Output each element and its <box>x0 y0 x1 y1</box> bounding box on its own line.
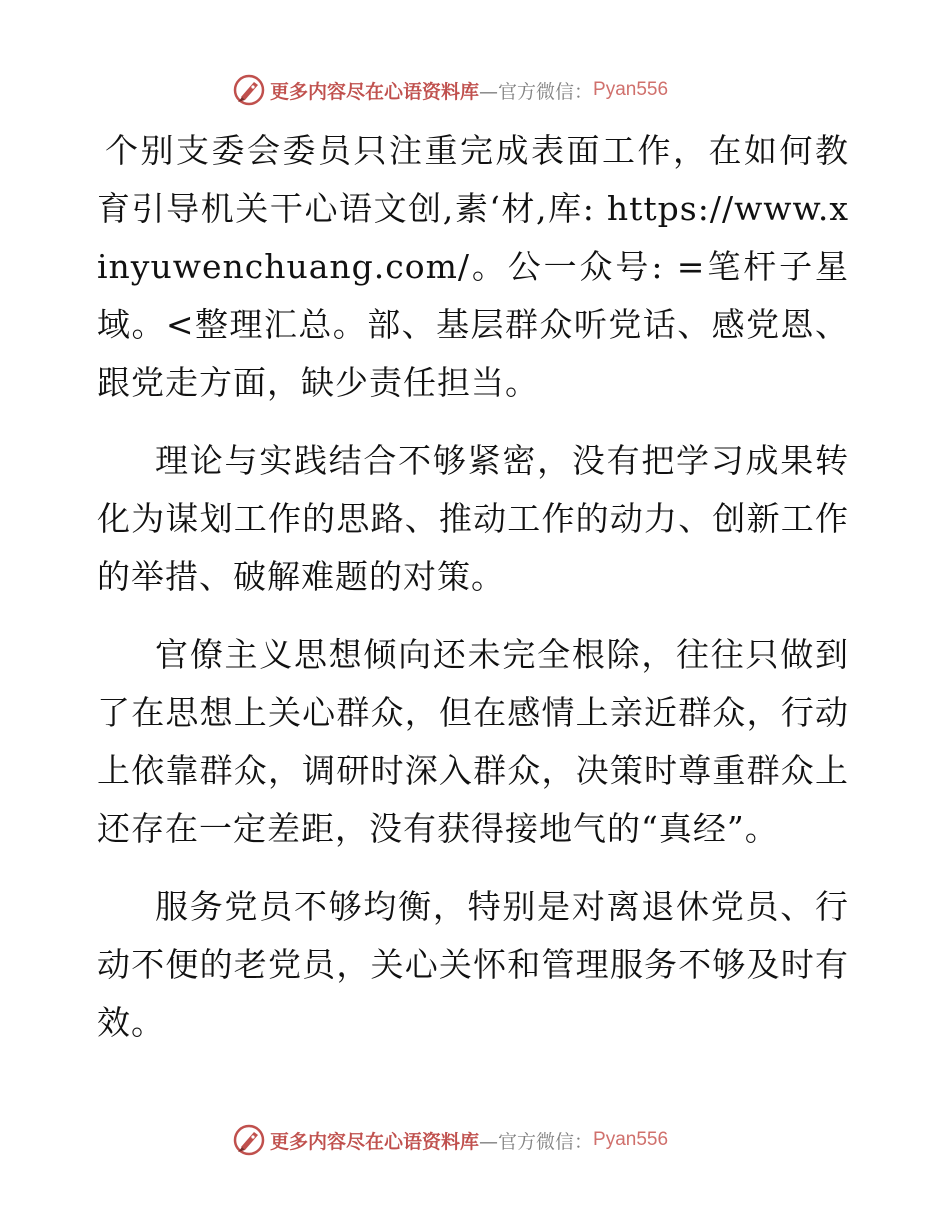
pen-nib-logo-icon <box>232 73 266 107</box>
banner-wechat-id: Pyan556 <box>593 1129 669 1150</box>
banner-promo-text: 更多内容尽在心语资料库 <box>270 1130 480 1153</box>
paragraph-3: 官僚主义思想倾向还未完全根除，往往只做到了在思想上关心群众，但在感情上亲近群众，行动上依靠群众，调研时深入群众，决策时尊重群众上还存在一定差距，没有获得接地气的“真经”。 <box>97 635 849 848</box>
pen-nib-logo-icon <box>232 1123 266 1157</box>
header-watermark-banner <box>232 72 712 108</box>
footer-watermark-banner <box>232 1122 712 1158</box>
banner-promo-text: 更多内容尽在心语资料库 <box>270 80 480 103</box>
banner-wechat-label: —官方微信： <box>479 80 594 103</box>
paragraph-4: 服务党员不够均衡，特别是对离退休党员、行动不便的老党员，关心关怀和管理服务不够及时有效。 <box>97 887 849 1042</box>
banner-wechat-label: —官方微信： <box>479 1130 594 1153</box>
paragraph-2: 理论与实践结合不够紧密，没有把学习成果转化为谋划工作的思路、推动工作的动力、创新工作的举措、破解难题的对策。 <box>97 441 849 596</box>
document-body <box>97 122 849 1072</box>
banner-wechat-id: Pyan556 <box>593 79 669 100</box>
paragraph-1: 个别支委会委员只注重完成表面工作，在如何教育引导机关干心语文创,素‘材,库: https://www.xinyuwenchuang.com/。公一众号: =笔杆子星域。<整理汇总。部、基层群众听党话、感党恩、跟党走方面，缺少责任担当。 <box>97 131 849 402</box>
